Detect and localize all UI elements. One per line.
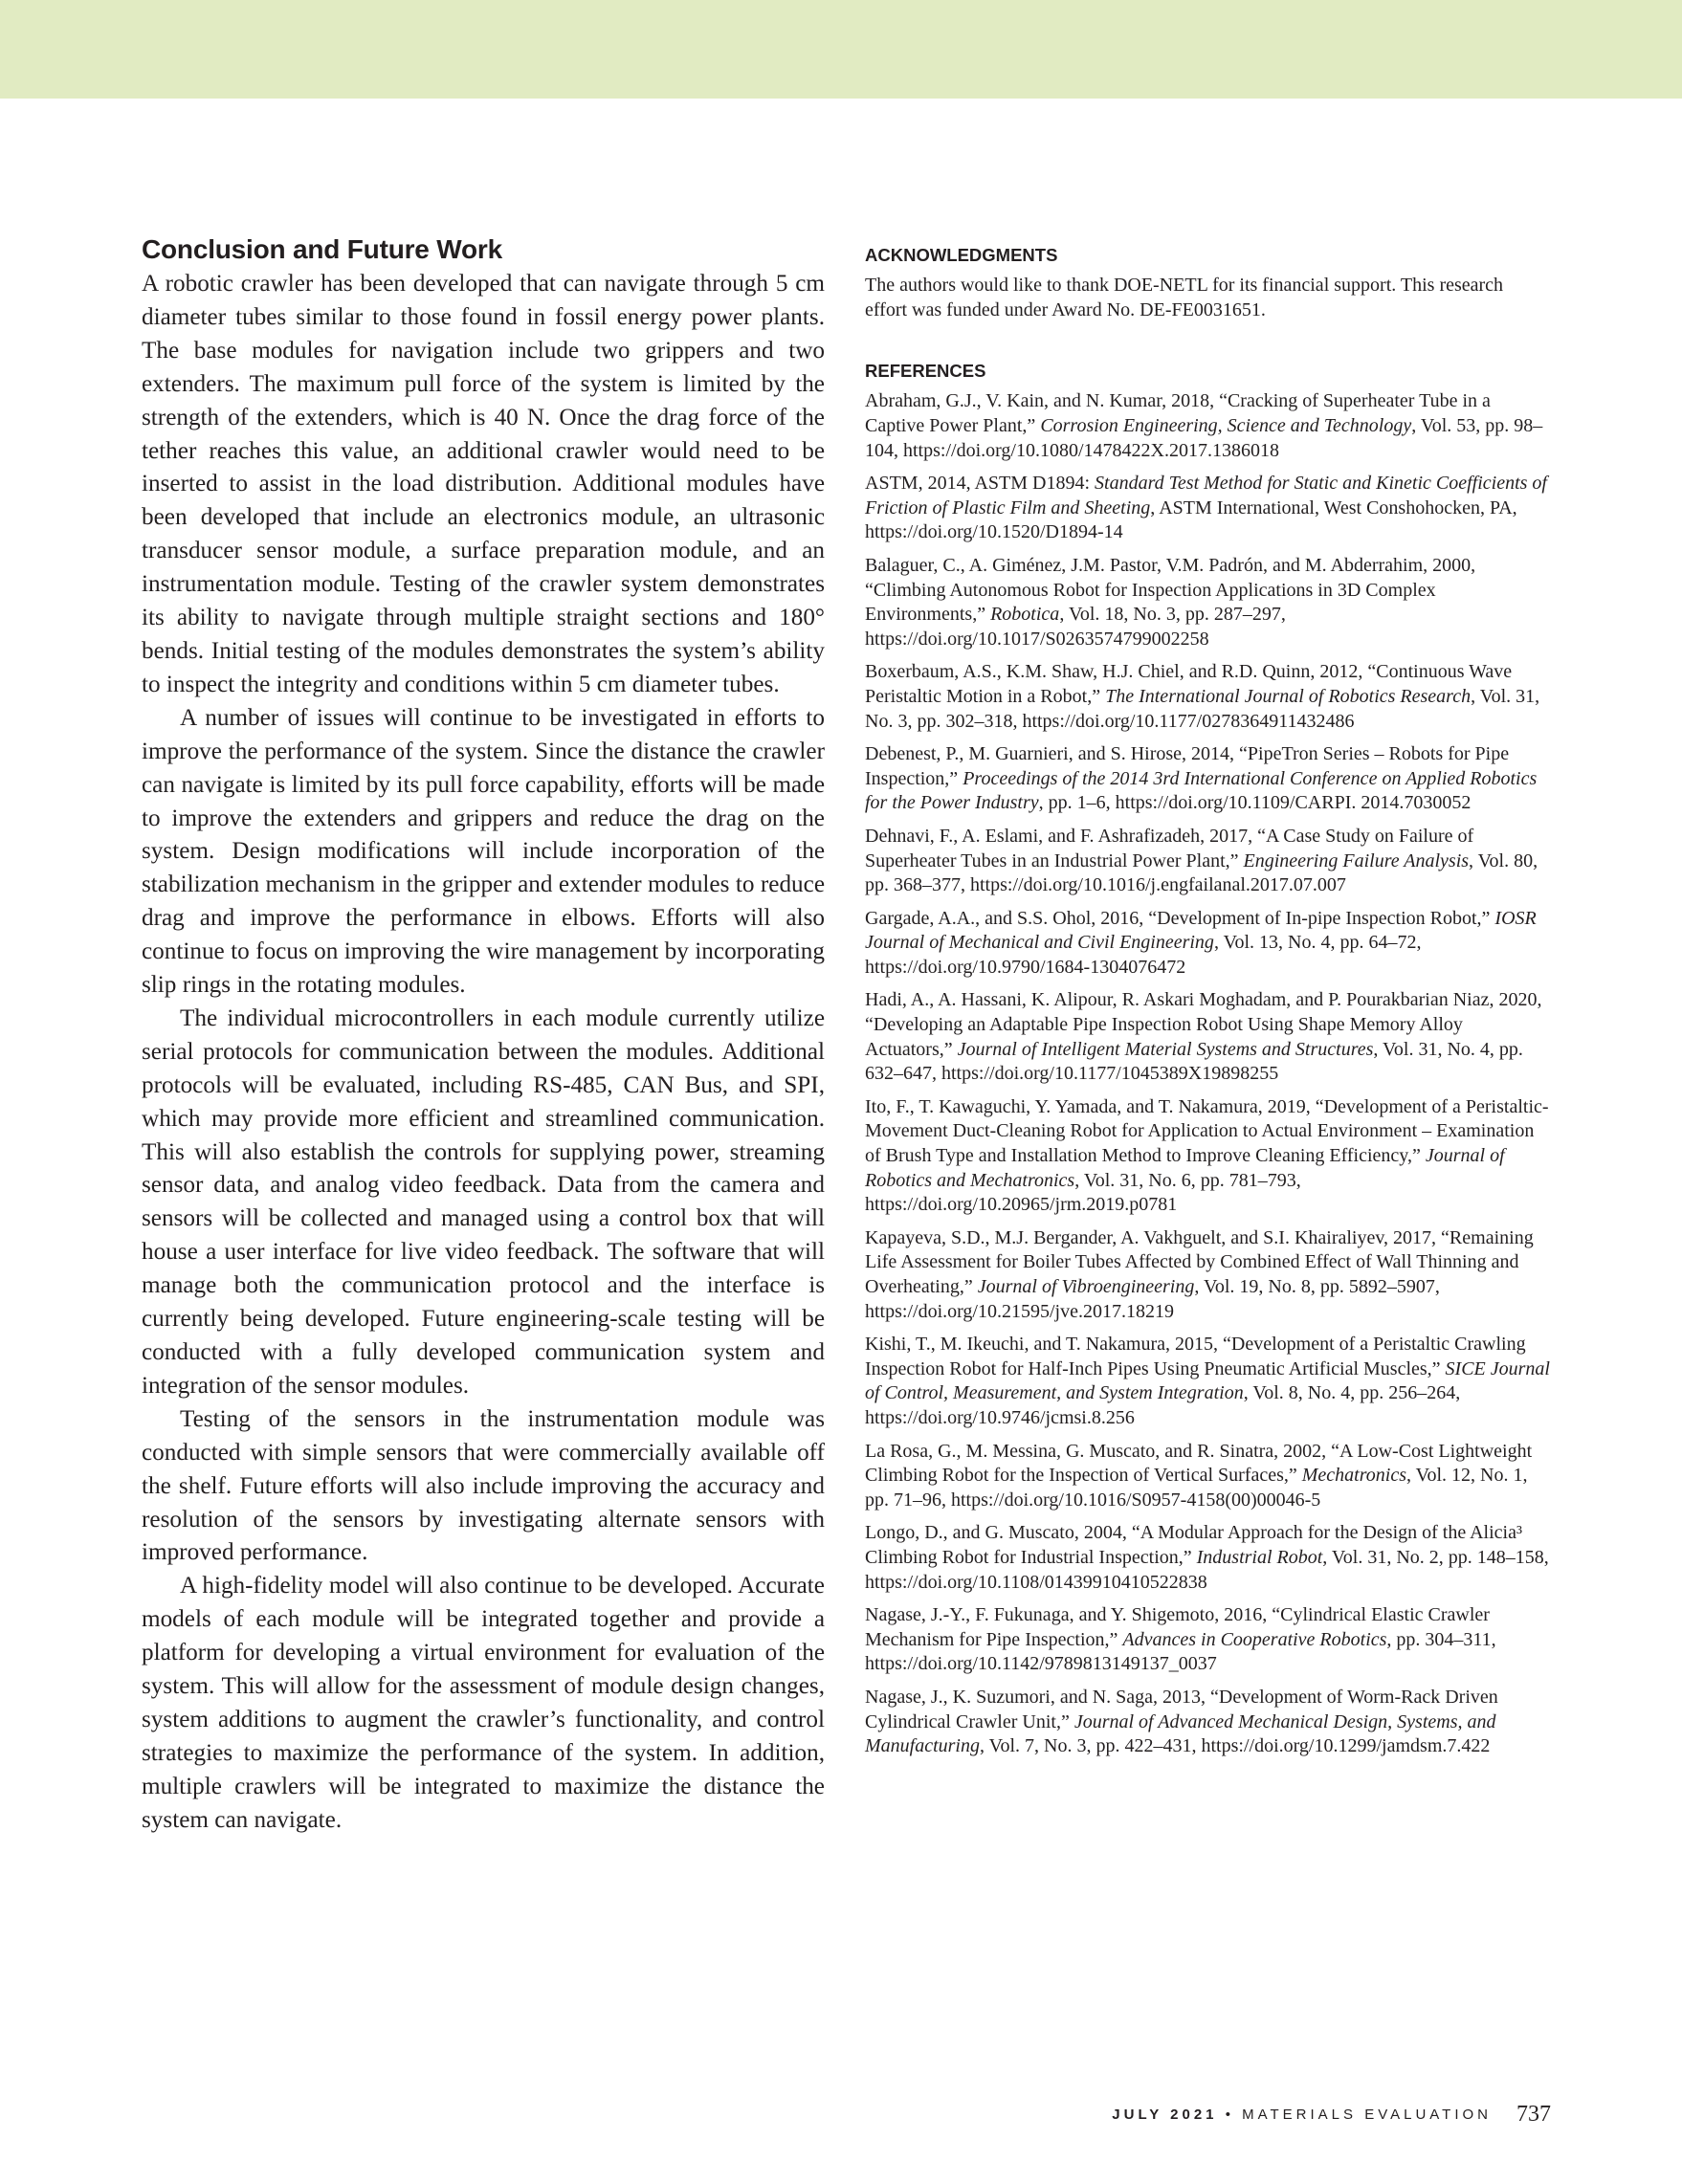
reference-text: Kishi, T., M. Ikeuchi, and T. Nakamura, 2015, “Development of a Peristaltic Crawling Inspection Robot for Half-Inch Pipes Using Pneumatic Artificial Muscles,” (865, 1334, 1526, 1379)
reference-source-title: Journal of Vibroengineering (977, 1276, 1195, 1297)
reference-item (865, 1521, 1550, 1595)
reference-item (865, 1333, 1550, 1430)
body-paragraph: A number of issues will continue to be investigated in efforts to improve the performance of the system. Since the distance the crawler can navigate is limited by its pull force capability, efforts will be made to improve the extenders and grippers and reduce the drag on the system. Design modifications will include incorporation of the stabilization mechanism in the gripper and extender modules to reduce drag and improve the performance in elbows. Efforts will also continue to focus on improving the wire management by incorporating slip rings in the rotating modules. (142, 704, 825, 999)
reference-item (865, 554, 1550, 651)
reference-text: , Vol. 80, pp. 368–377, https://doi.org/10.1016/j.engfailanal.2017.07.007 (865, 849, 1538, 896)
reference-text: Nagase, J., K. Suzumori, and N. Saga, 2013, “Development of Worm-Rack Driven Cylindrical Crawler Unit,” (865, 1686, 1498, 1732)
reference-item (865, 825, 1550, 898)
acknowledgments-text: The authors would like to thank DOE-NETL for its financial support. This research effort was funded under Award No. DE-FE0031651. (865, 275, 1504, 320)
reference-text: Boxerbaum, A.S., K.M. Shaw, H.J. Chiel, and R.D. Quinn, 2012, “Continuous Wave Peristaltic Motion in a Robot,” (865, 661, 1513, 707)
reference-text: Longo, D., and G. Muscato, 2004, “A Modular Approach for the Design of the Alicia³ Climbing Robot for Industrial Inspection,” (865, 1522, 1522, 1568)
reference-source-title: Journal of Intelligent Material Systems and Structures (957, 1038, 1374, 1060)
body-paragraph: A robotic crawler has been developed that can navigate through 5 cm diameter tubes similar to those found in fossil energy power plants. The base modules for navigation include two grippers and two extenders. The maximum pull force of the system is limited by the strength of the extenders, which is 40 N. Once the drag force of the tether reaches this value, an additional crawler would need to be inserted to assist in the load distribution. Additional modules have been developed that include an electronics module, an ultrasonic transducer sensor module, a surface preparation module, and an instrumentation module. Testing of the crawler system demonstrates its ability to navigate through multiple straight sections and 180° bends. Initial testing of the modules demonstrates the system’s ability to inspect the integrity and conditions within 5 cm diameter tubes. (142, 271, 825, 697)
reference-source-title: Proceedings of the 2014 3rd International Conference on Applied Robotics for the Power Industry (865, 767, 1538, 814)
reference-item (865, 988, 1550, 1086)
reference-text: Dehnavi, F., A. Eslami, and F. Ashrafizadeh, 2017, “A Case Study on Failure of Superheater Tubes in an Industrial Power Plant,” (865, 825, 1474, 871)
reference-text: Hadi, A., A. Hassani, K. Alipour, R. Askari Moghadam, and P. Pourakbarian Niaz, 2020, “Developing an Adaptable Pipe Inspection Robot Using Shape Memory Alloy Actuators,” (865, 989, 1542, 1060)
body-paragraph: Testing of the sensors in the instrumentation module was conducted with simple sensors that were commercially available off the shelf. Future efforts will also include improving the accuracy and resolution of the sensors by investigating alternate sensors with improved performance. (142, 1405, 825, 1566)
reference-source-title: Engineering Failure Analysis (1243, 849, 1470, 871)
reference-source-title: Advances in Cooperative Robotics (1122, 1628, 1387, 1650)
reference-item (865, 907, 1550, 981)
conclusion-section (142, 233, 825, 1838)
footer-journal-name: MATERIALS EVALUATION (1242, 2107, 1492, 2123)
body-paragraph: The individual microcontrollers in each module currently utilize serial protocols for communication between the modules. Additional protocols will be evaluated, including RS-485, CAN Bus, and SPI, which may provide more efficient and streamlined communication. This will also establish the controls for supplying power, streaming sensor data, and analog video feedback. Data from the camera and sensors will be collected and managed using a control box that will house a user interface for live video feedback. The software that will manage both the communication protocol and the interface is currently being developed. Future engineering-scale testing will be conducted with a fully developed communication system and integration of the sensor modules. (142, 1004, 825, 1399)
reference-item (865, 660, 1550, 734)
reference-text: Nagase, J.-Y., F. Fukunaga, and Y. Shigemoto, 2016, “Cylindrical Elastic Crawler Mechanism for Pipe Inspection,” (865, 1604, 1490, 1650)
reference-item (865, 1603, 1550, 1677)
references-heading: REFERENCES (865, 361, 986, 382)
reference-text: , pp. 1–6, https://doi.org/10.1109/CARPI. 2014.7030052 (1038, 792, 1472, 814)
reference-text: , Vol. 12, No. 1, pp. 71–96, https://doi.org/10.1016/S0957-4158(00)00046-5 (865, 1465, 1528, 1511)
page-footer (1112, 2102, 1551, 2128)
reference-item (865, 742, 1550, 816)
body-paragraph: A high-fidelity model will also continue to be developed. Accurate models of each module will be integrated together and provide a platform for developing a virtual environment for evaluation of the system. This will allow for the assessment of module design changes, system additions to augment the crawler’s functionality, and control strategies to maximize the performance of the system. In addition, multiple crawlers will be integrated to maximize the distance the system can navigate. (142, 1573, 825, 1833)
reference-source-title: Standard Test Method for Static and Kinetic Coefficients of Friction of Plastic Film and Sheeting (865, 473, 1547, 518)
reference-text: , Vol. 31, No. 2, pp. 148–158, https://doi.org/10.1108/01439910410522838 (865, 1546, 1549, 1593)
reference-source-title: Journal of Advanced Mechanical Design, Systems, and Manufacturing (865, 1710, 1496, 1757)
top-color-band (0, 0, 1682, 99)
reference-text: Ito, F., T. Kawaguchi, Y. Yamada, and T. Nakamura, 2019, “Development of a Peristaltic-Movement Duct-Cleaning Robot for Application to Actual Environment – Examination of Brush Type and Installation Method to Improve Cleaning Efficiency,” (865, 1095, 1549, 1167)
reference-text: ASTM, 2014, ASTM D1894: (865, 473, 1096, 495)
reference-source-title: Robotica (990, 604, 1060, 626)
reference-text: , Vol. 53, pp. 98–104, https://doi.org/10.1080/1478422X.2017.1386018 (865, 415, 1543, 461)
reference-source-title: Journal of Robotics and Mechatronics (865, 1145, 1505, 1191)
reference-text: , Vol. 19, No. 8, pp. 5892–5907, https://doi.org/10.21595/jve.2017.18219 (865, 1276, 1440, 1322)
footer-date: JULY 2021 (1112, 2107, 1218, 2123)
footer-journal-line (1112, 2107, 1492, 2123)
acknowledgments-heading: ACKNOWLEDGMENTS (865, 245, 1058, 265)
reference-text: , Vol. 13, No. 4, pp. 64–72, https://doi.org/10.9790/1684-1304076472 (865, 932, 1422, 978)
reference-source-title: The International Journal of Robotics Research (1105, 685, 1472, 707)
reference-text: , pp. 304–311, https://doi.org/10.1142/9789813149137_0037 (865, 1628, 1496, 1675)
reference-item (865, 1686, 1550, 1759)
reference-list (865, 389, 1550, 1758)
reference-item (865, 1226, 1550, 1324)
reference-text: , Vol. 8, No. 4, pp. 256–264, https://doi.org/10.9746/jcmsi.8.256 (865, 1382, 1461, 1428)
reference-text: Abraham, G.J., V. Kain, and N. Kumar, 2018, “Cracking of Superheater Tube in a Captive Power Plant,” (865, 390, 1491, 436)
reference-text: La Rosa, G., M. Messina, G. Muscato, and R. Sinatra, 2002, “A Low-Cost Lightweight Climbing Robot for the Inspection of Vertical Surfaces,” (865, 1440, 1533, 1487)
reference-text: , Vol. 18, No. 3, pp. 287–297, https://doi.org/10.1017/S0263574799002258 (865, 604, 1286, 650)
back-matter-column (865, 243, 1550, 1768)
reference-text: Gargade, A.A., and S.S. Ohol, 2016, “Development of In-pipe Inspection Robot,” (865, 907, 1495, 929)
reference-source-title: IOSR Journal of Mechanical and Civil Engineering (865, 907, 1537, 954)
reference-source-title: Corrosion Engineering, Science and Technology (1040, 415, 1412, 436)
reference-source-title: Mechatronics (1301, 1465, 1406, 1487)
reference-text: , Vol. 31, No. 4, pp. 632–647, https://doi.org/10.1177/1045389X19898255 (865, 1038, 1523, 1085)
footer-separator: • (1225, 2107, 1234, 2123)
reference-source-title: Industrial Robot (1196, 1546, 1323, 1568)
reference-text: , Vol. 31, No. 3, pp. 302–318, https://doi.org/10.1177/0278364911432486 (865, 685, 1540, 732)
reference-text: , ASTM International, West Conshohocken, PA, https://doi.org/10.1520/D1894-14 (865, 496, 1517, 543)
page-number: 737 (1516, 2102, 1551, 2127)
reference-text: , Vol. 7, No. 3, pp. 422–431, https://doi.org/10.1299/jamdsm.7.422 (980, 1735, 1491, 1757)
reference-text: , Vol. 31, No. 6, pp. 781–793, https://doi.org/10.20965/jrm.2019.p0781 (865, 1169, 1301, 1216)
reference-text: Debenest, P., M. Guarnieri, and S. Hirose, 2014, “PipeTron Series – Robots for Pipe Inspection,” (865, 743, 1510, 789)
section-heading: Conclusion and Future Work (142, 234, 502, 264)
reference-item (865, 1440, 1550, 1513)
reference-item (865, 1095, 1550, 1218)
reference-item (865, 389, 1550, 463)
reference-text: Kapayeva, S.D., M.J. Bergander, A. Vakhguelt, and S.I. Khairaliyev, 2017, “Remaining Life Assessment for Boiler Tubes Affected by Combined Effect of Wall Thinning and Overheating,” (865, 1226, 1534, 1297)
reference-item (865, 472, 1550, 545)
reference-text: Balaguer, C., A. Giménez, J.M. Pastor, V.M. Padrón, and M. Abderrahim, 2000, “Climbing Autonomous Robot for Inspection Applications in 3D Complex Environments,” (865, 554, 1476, 626)
reference-source-title: SICE Journal of Control, Measurement, and System Integration (865, 1357, 1550, 1404)
